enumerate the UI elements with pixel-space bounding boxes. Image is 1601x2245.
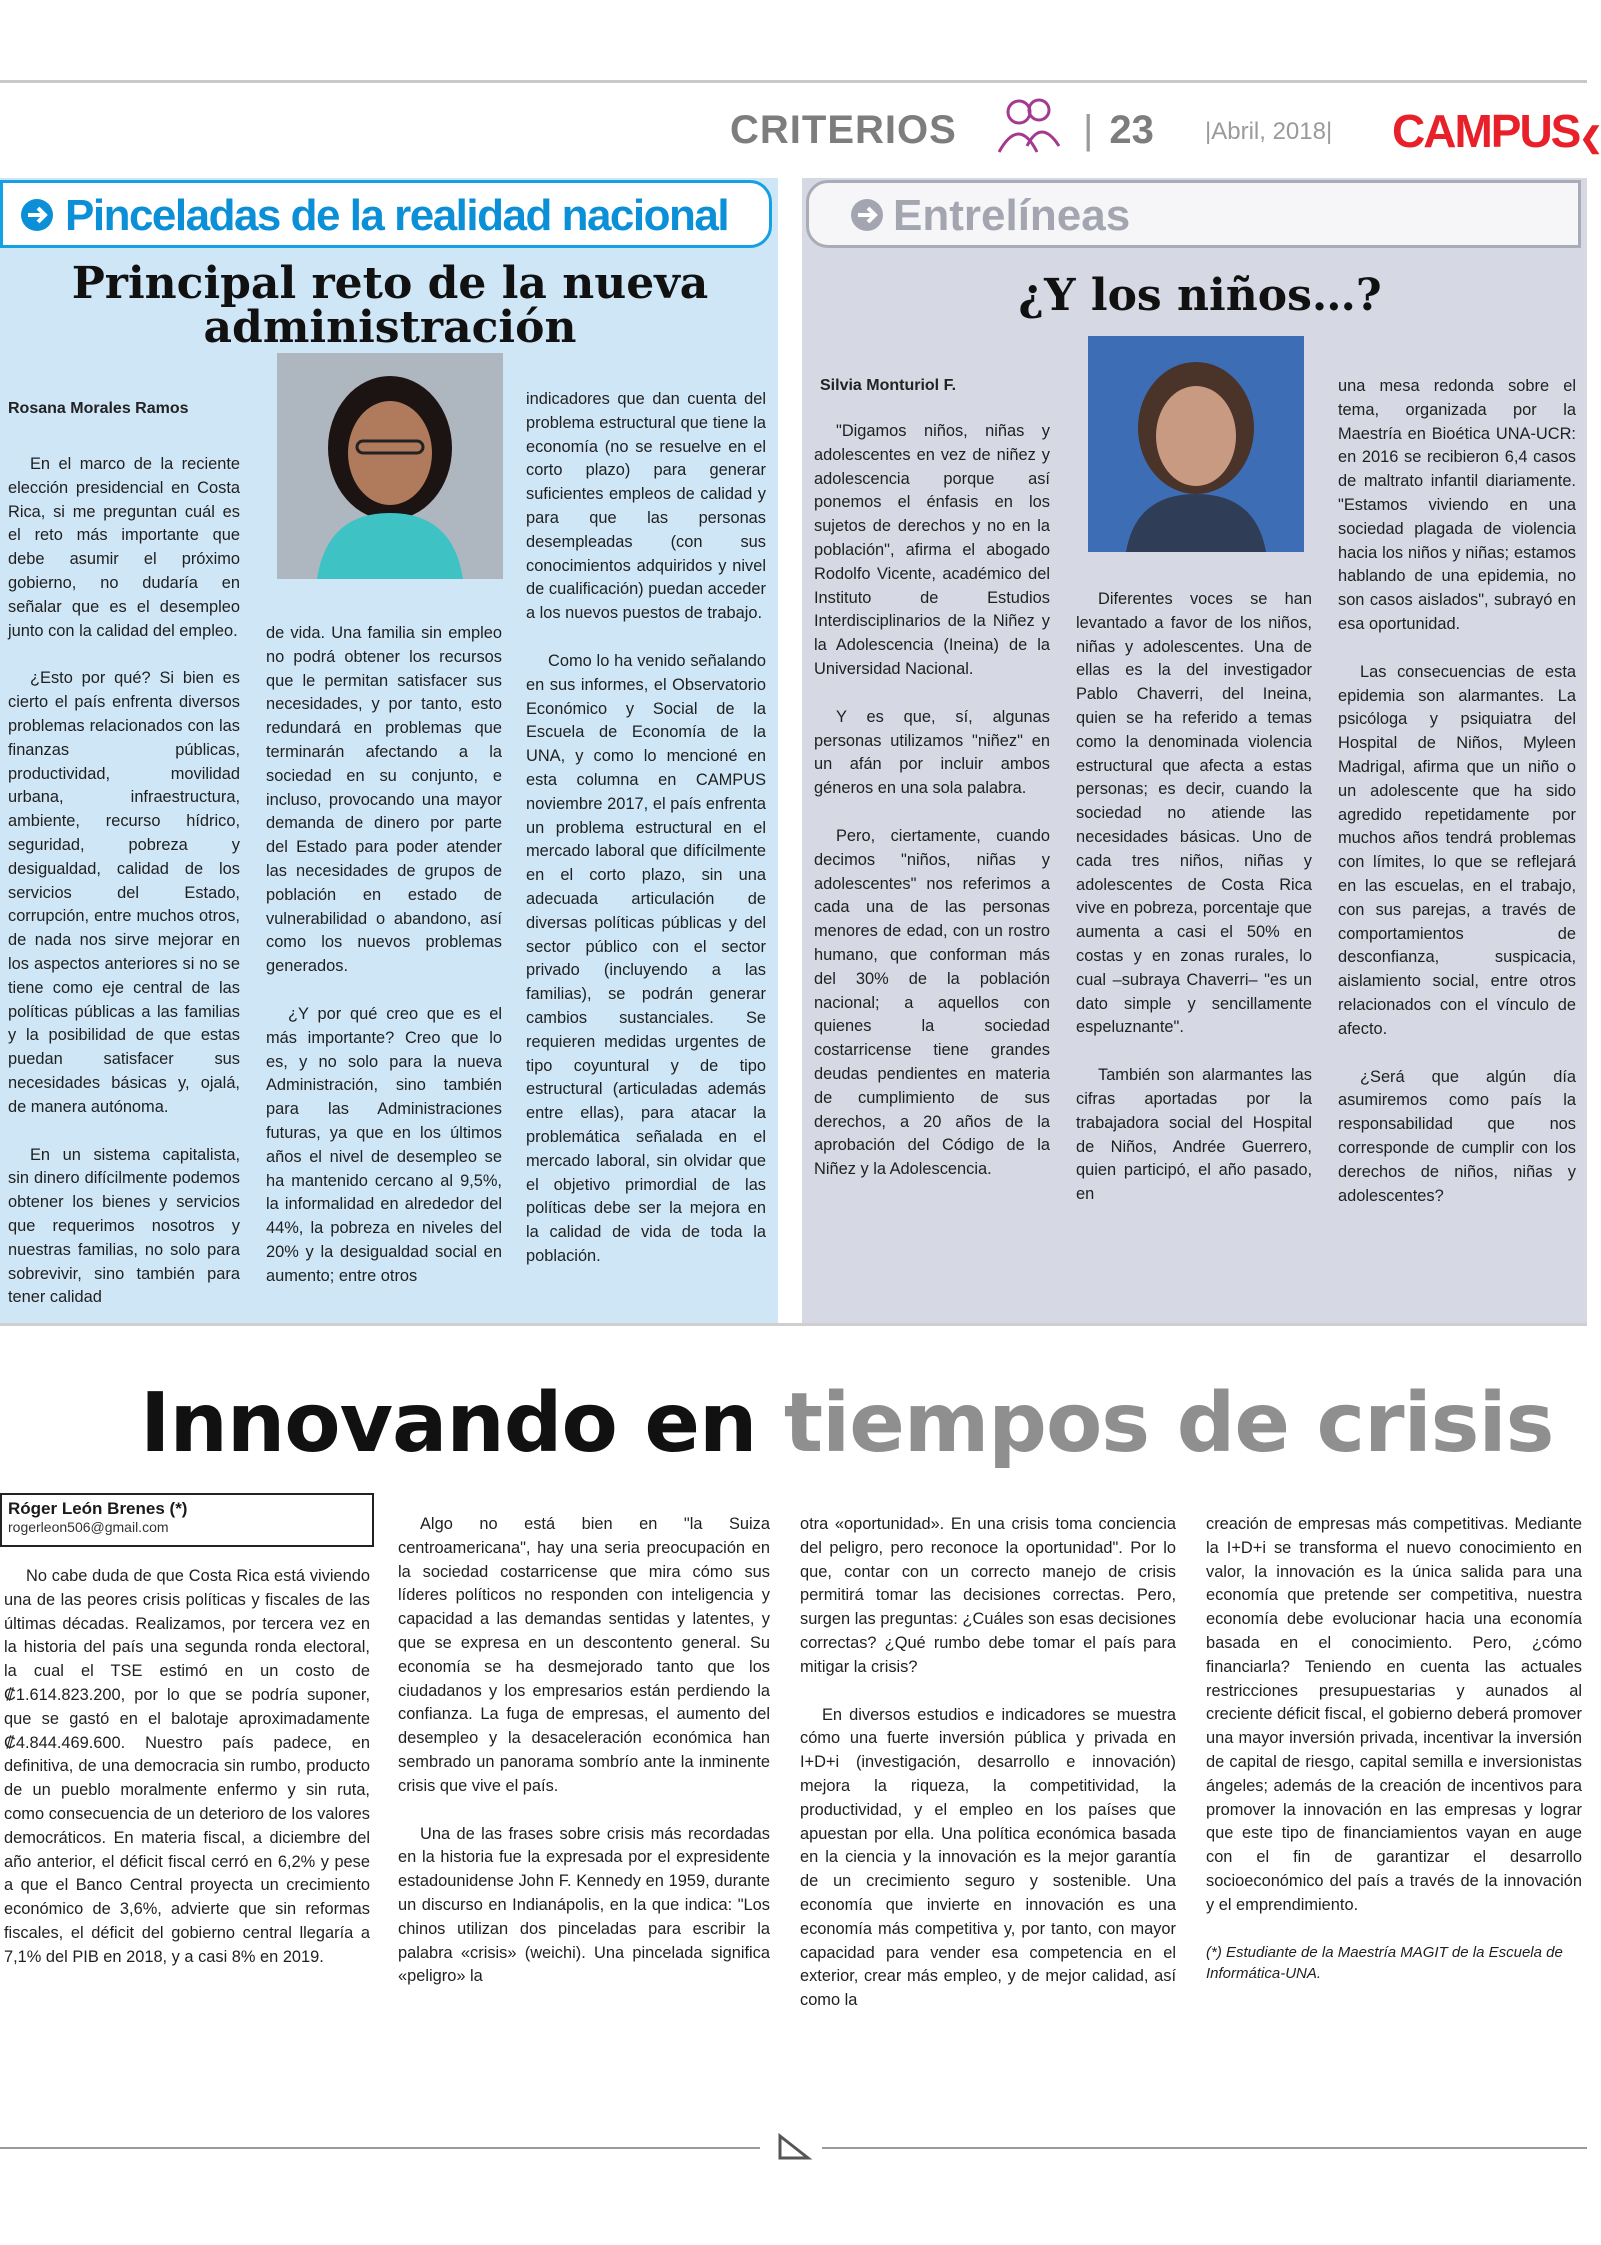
author-name: Silvia Monturiol F. [820, 377, 957, 394]
article-column-2 [1076, 588, 1312, 1231]
article-column-1 [8, 453, 240, 1334]
paragraph: Algo no está bien en "la Suiza centroamericana", hay una seria preocupación en la sociedad costarricense que mira cómo sus líderes políticos no responden con inteligencia y capacidad a las demandas sentidas y latentes, y que se expresa en un descontento general. Su economía se ha desmejorado tanto que los ciudadanos y los empresarios están perdiendo la confianza. La fuga de empresas, el aumento del desempleo y la desaceleración económica han sembrado un panorama sombrío ante la inminente crisis que vive el país. [398, 1515, 770, 1795]
article-column-3 [800, 1513, 1176, 2037]
article-column-3 [526, 388, 766, 1293]
article-title: Principal reto de la nueva administración [71, 258, 709, 353]
paragraph: otra «oportunidad». En una crisis toma conciencia del peligro, pero reconoce la oportunidad". Por lo que, contar con un correcto manejo de crisis permitirá tomar las decisiones correctas. Pero, surgen las preguntas: ¿Cuáles son esas decisiones correctas? ¿Qué rumbo debe tomar el país para mitigar la crisis? [800, 1515, 1176, 1676]
paragraph: ¿Esto por qué? Si bien es cierto el país enfrenta diversos problemas relacionados con las finanzas públicas, productividad, movilidad urbana, infraestructura, ambiente, recurso hídrico, seguridad, pobreza y desigualdad, calidad de los servicios del Estado, corrupción, entre muchos otros, de nada nos sirve mejorar en los aspectos anteriores si no se tiene como eje central de las políticas públicas a las familias y la posibilidad de que estas puedan satisfacer sus necesidades básicas y, ojalá, de manera autónoma. [8, 669, 240, 1116]
article-column-1 [814, 420, 1050, 1206]
article-title: ¿Y los niños…? [1018, 270, 1382, 321]
author-portrait [277, 353, 503, 579]
author-email[interactable]: rogerleon506@gmail.com [8, 1519, 169, 1535]
footnote: (*) Estudiante de la Maestría MAGIT de la Escuela de Informática-UNA. [1206, 1943, 1563, 1982]
paragraph: Las consecuencias de esta epidemia son alarmantes. La psicóloga y psiquiatra del Hospital de Niños, Myleen Madrigal, afirma que un niño o un adolescente que ha sido agredido repetidamente por muchos años tendrá problemas con límites, lo que se reflejará en las escuelas, en el trabajo, con sus parejas, a través de comportamientos de desconfianza, suspicacia, aislamiento social, entre otros relacionados con el vínculo de afecto. [1338, 662, 1576, 1038]
paragraph: En un sistema capitalista, sin dinero difícilmente podemos obtener los bienes y servicios que requerimos nosotros y nuestras familias, no solo para sobrevivir, sino también para tener calidad [8, 1145, 240, 1307]
paragraph: Pero, ciertamente, cuando decimos "niños, niñas y adolescentes" nos referimos a cada una de las personas menores de edad, con un rostro humano, que conforman más del 30% de la población nacional; a aquellos con quienes la sociedad costarricense tiene grandes deudas pendientes en materia de cumplimiento de sus derechos, a 20 años de la aprobación del Código de la Niñez y la Adolescencia. [814, 826, 1050, 1179]
paragraph: Una de las frases sobre crisis más recordadas en la historia fue la expresada por el expresidente estadounidense John F. Kennedy en 1959, durante un discurso en Indianápolis, en la que indica: "Los chinos utilizan dos pinceladas para escribir la palabra «crisis» (weichi). Una pincelada significa «peligro» la [398, 1824, 770, 1986]
paragraph: Como lo ha venido señalando en sus informes, el Observatorio Económico y Social de la Escuela de Economía de la UNA, y como lo mencioné en esta columna en CAMPUS noviembre 2017, el país enfrenta un problema estructural en el mercado laboral que difícilmente en el corto plazo, sin una adecuada articulación de diversas políticas públicas y del sector público con el sector privado (incluyendo a las familias), se podrán generar cambios sustanciales. Se requieren medidas urgentes de tipo coyuntural y de tipo estructural (articuladas además entre ellas), para atacar la problemática señalada en el mercado laboral, sin olvidar que el objetivo primordial de las políticas debe ser la mejora en la calidad de vida de toda la población. [526, 651, 766, 1265]
top-rule [0, 80, 1587, 83]
article-title: Innovando en tiempos de crisis [140, 1376, 1554, 1471]
paragraph: Y es que, sí, algunas personas utilizamos "niñez" en un afán por incluir ambos géneros en una sola palabra. [814, 707, 1050, 798]
section-divider [0, 1323, 1587, 1326]
section-label-left [0, 180, 772, 248]
article-column-1 [4, 1565, 370, 1994]
page-number: | 23 [1083, 108, 1154, 152]
arrow-right-icon [849, 197, 885, 233]
bottom-rule [822, 2147, 1587, 2149]
author-name: Róger León Brenes (*) [8, 1499, 188, 1518]
article-column-4 [1206, 1513, 1582, 2008]
triangle-mark-icon [776, 2132, 812, 2167]
arrow-right-icon [19, 197, 55, 233]
issue-date: |Abril, 2018| [1205, 118, 1333, 145]
paragraph: En diversos estudios e indicadores se muestra cómo una fuerte inversión pública y privada en I+D+i (investigación, desarrollo e innovación) mejora la riqueza, la competitividad, la productividad, y el empleo en los países que apuestan por ella. Una política económica basada en la ciencia y la innovación es la mejor garantía de un crecimiento seguro y sostenible. Una economía que invierte en innovación es una economía más competitiva y, por tanto, con mayor capacidad para vender esa competencia en el exterior, crear más empleo, y de mejor calidad, así como la [800, 1705, 1176, 2010]
section-label-right [806, 180, 1581, 248]
paragraph: En el marco de la reciente elección presidencial en Costa Rica, si me preguntan cuál es el reto más importante que debe asumir el próximo gobierno, no dudaría en señalar que es el desempleo junto con la calidad del empleo. [8, 455, 240, 640]
campus-logo: CAMPUS❮ [1392, 105, 1601, 157]
paragraph: de vida. Una familia sin empleo no podrá obtener los recursos que le permitan satisfacer sus necesidades, y por tanto, esto redundará en problemas que terminarán afectando a la sociedad en su conjunto, e incluso, provocando una mayor demanda de dinero por parte del Estado para poder atender las necesidades de grupos de población en estado de vulnerabilidad o abandono, así como los nuevos problemas generados. [266, 624, 502, 976]
section-label-text: Entrelíneas [893, 191, 1131, 240]
paragraph: Diferentes voces se han levantado a favor de los niños, niñas y adolescentes. Una de ellas es la del investigador Pablo Chaverri, del Ineina, quien se ha referido a temas como la denominada violencia estructural que afecta a estas personas; es decir, cuando la sociedad no atiende las necesidades básicas. Uno de cada tres niños, niñas y adolescentes de Costa Rica vive en pobreza, porcentaje que aumenta a casi el 50% en costas y en zonas rurales, lo cual –subraya Chaverri– "es un dato simple y sencillamente espeluznante". [1076, 590, 1312, 1037]
people-outline-icon [993, 94, 1065, 163]
section-label-text: Pinceladas de la realidad nacional [65, 191, 729, 240]
paragraph: una mesa redonda sobre el tema, organizada por la Maestría en Bioética UNA-UCR: en 2016 se recibieron 6,4 casos de maltrato infantil diariamente. "Estamos viviendo en una sociedad plagada de violencia hacia los niños y niñas; estamos hablando de una epidemia, no son casos aislados", subrayó en esa oportunidad. [1338, 377, 1576, 633]
paragraph: ¿Y por qué creo que es el más importante? Creo que lo es, y no solo para la nueva Administración, sino también para las Administraciones futuras, ya que en los últimos años el nivel de desempleo se ha mantenido cercano al 9,5%, la informalidad en alrededor del 44%, la pobreza en niveles del 20% y la desigualdad social en aumento; entre otros [266, 1004, 502, 1285]
bottom-rule [0, 2147, 760, 2149]
paragraph: También son alarmantes las cifras aportadas por la trabajadora social del Hospital de Niños, Andrée Guerrero, quien participó, el año pasado, en [1076, 1066, 1312, 1204]
author-portrait [1088, 336, 1304, 552]
author-box [0, 1493, 374, 1547]
paragraph: creación de empresas más competitivas. Mediante la I+D+i se transforma el nuevo conocimiento en valor, la innovación es la única salida para una economía que pretende ser competitiva, nuestra economía debe evolucionar hacia una economía basada en el conocimiento. Pero, ¿cómo financiarla? Teniendo en cuenta las actuales restricciones presupuestarias y aunados al creciente déficit fiscal, el gobierno deberá promover una mayor inversión privada, incentivar la inversión de capital de riesgo, capital semilla e inversionistas ángeles; además de la creación de incentivos para promover la innovación en las empresas y lograr que este tipo de financiamientos vayan en auge con el fin de garantizar el desarrollo socioeconómico del país a través de la innovación y el emprendimiento. [1206, 1515, 1582, 1914]
paragraph: "Digamos niños, niñas y adolescentes en vez de niñez y adolescencia porque así ponemos el énfasis en los sujetos de derechos y no en la población", afirma el abogado Rodolfo Vicente, académico del Instituto de Estudios Interdisciplinarios de la Niñez y la Adolescencia (Ineina) de la Universidad Nacional. [814, 422, 1050, 678]
paragraph: ¿Será que algún día asumiremos como país la responsabilidad que nos corresponde de cumplir con los derechos de niños, niñas y adolescentes? [1338, 1067, 1576, 1205]
paragraph: No cabe duda de que Costa Rica está viviendo una de las peores crisis políticas y fiscales de las últimas décadas. Realizamos, por tercera vez en la historia del país una segunda ronda electoral, la cual el TSE estimó en un costo de ₡1.614.823.200, por lo que se podría suponer, que se gastó en el balotaje aproximadamente ₡4.844.469.600. Nuestro país padece, en definitiva, de una democracia sin rumbo, producto de un pueblo moralmente enfermo y sin ruta, como consecuencia de un deterioro de los valores democráticos. En materia fiscal, a diciembre del año anterior, el déficit fiscal cerró en 6,2% y pese a que el Banco Central proyecta un crecimiento económico de 3,6%, advierte que sin reformas fiscales, el déficit del gobierno central llegaría a 7,1% del PIB en 2018, y a casi 8% en 2019. [4, 1567, 370, 1966]
article-column-2 [398, 1513, 770, 2013]
author-name: Rosana Morales Ramos [8, 400, 189, 417]
article-column-2 [266, 622, 502, 1313]
paragraph: indicadores que dan cuenta del problema estructural que tiene la economía (no se resuelve en el corto plazo) para generar suficientes empleos de calidad y para que las personas desempleadas (con sus conocimientos adquiridos y nivel de cualificación) puedan acceder a los nuevos puestos de trabajo. [526, 390, 766, 623]
section-name: CRITERIOS [730, 108, 957, 152]
article-column-3 [1338, 375, 1576, 1232]
